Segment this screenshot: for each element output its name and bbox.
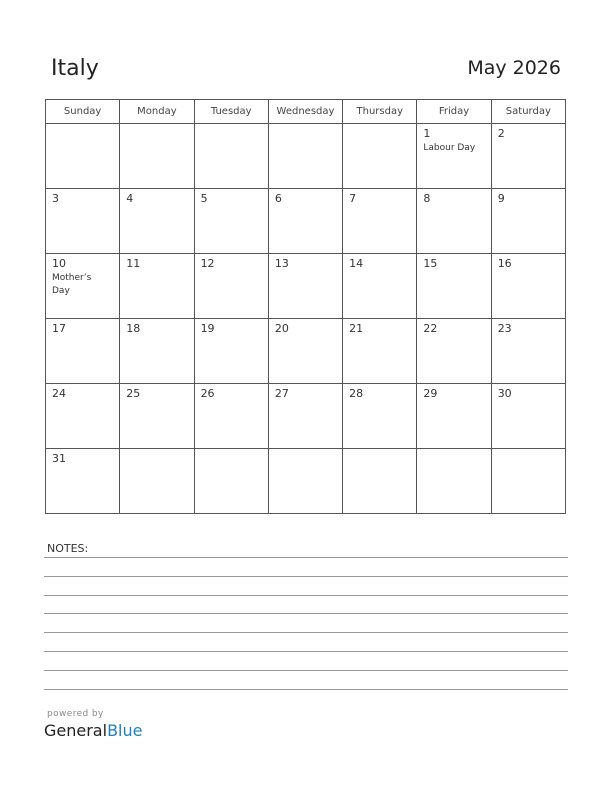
weekday-tuesday: Tuesday	[194, 100, 268, 124]
calendar-grid	[45, 99, 566, 514]
day-number: 27	[274, 387, 289, 400]
weekday-saturday: Saturday	[491, 100, 565, 124]
calendar-day-cell	[491, 189, 565, 254]
weekday-wednesday: Wednesday	[268, 100, 342, 124]
day-number: 3	[52, 192, 59, 205]
day-number: 22	[423, 322, 438, 335]
calendar-day-cell	[194, 449, 268, 514]
calendar-day-cell	[194, 254, 268, 319]
notes-line	[44, 670, 568, 671]
calendar-day-cell	[268, 384, 342, 449]
country-title: Italy	[51, 56, 99, 81]
calendar-body	[46, 124, 566, 514]
calendar-day-cell	[120, 319, 194, 384]
calendar-day-cell	[46, 449, 120, 514]
calendar-day-cell	[417, 189, 491, 254]
calendar-week-row	[46, 319, 566, 384]
day-number: 23	[497, 322, 512, 335]
calendar-week-row	[46, 189, 566, 254]
day-number: 29	[423, 387, 438, 400]
calendar-day-cell	[268, 449, 342, 514]
calendar-day-cell	[491, 384, 565, 449]
calendar-day-cell	[417, 384, 491, 449]
calendar-day-cell	[46, 254, 120, 319]
day-number: 19	[200, 322, 215, 335]
calendar-day-cell	[120, 384, 194, 449]
calendar-day-cell	[417, 319, 491, 384]
calendar-day-cell	[46, 319, 120, 384]
powered-by-text: powered by	[47, 709, 104, 719]
calendar-day-cell	[268, 124, 342, 189]
weekday-friday: Friday	[417, 100, 491, 124]
calendar-day-cell	[417, 449, 491, 514]
calendar-day-cell	[46, 124, 120, 189]
month-year-title: May 2026	[467, 57, 561, 79]
calendar-day-cell	[343, 189, 417, 254]
calendar-day-cell	[491, 319, 565, 384]
weekday-monday: Monday	[120, 100, 194, 124]
day-number: 15	[423, 257, 438, 270]
calendar-day-cell	[120, 124, 194, 189]
notes-line	[44, 689, 568, 690]
day-number: 6	[274, 192, 282, 205]
brand-general: General	[44, 721, 108, 740]
weekday-sunday: Sunday	[46, 100, 120, 124]
calendar-week-row	[46, 449, 566, 514]
calendar-day-cell	[417, 254, 491, 319]
day-number: 11	[126, 257, 141, 270]
day-number: 28	[349, 387, 364, 400]
notes-line	[44, 632, 568, 633]
calendar-day-cell	[120, 189, 194, 254]
day-number: 20	[274, 322, 289, 335]
calendar-day-cell	[343, 319, 417, 384]
notes-label: NOTES:	[47, 542, 89, 555]
day-number: 8	[423, 192, 431, 205]
notes-line	[44, 576, 568, 577]
day-number: 31	[52, 452, 66, 465]
calendar-day-cell	[46, 384, 120, 449]
calendar-day-cell	[194, 384, 268, 449]
calendar-day-cell	[268, 189, 342, 254]
day-number: 24	[52, 387, 66, 400]
calendar-day-cell	[343, 384, 417, 449]
notes-line	[44, 651, 568, 652]
calendar-day-cell	[268, 254, 342, 319]
calendar-day-cell	[120, 254, 194, 319]
calendar-day-cell	[120, 449, 194, 514]
day-number: 4	[126, 192, 134, 205]
weekday-header-row	[46, 100, 566, 124]
calendar-day-cell	[46, 189, 120, 254]
calendar-day-cell	[343, 124, 417, 189]
day-number: 16	[497, 257, 512, 270]
brand-logo[interactable]	[44, 721, 142, 740]
calendar-day-cell	[417, 124, 491, 189]
calendar-day-cell	[343, 254, 417, 319]
day-number: 2	[497, 127, 505, 140]
calendar-day-cell	[343, 449, 417, 514]
calendar-week-row	[46, 384, 566, 449]
calendar-day-cell	[194, 319, 268, 384]
calendar-day-cell	[491, 254, 565, 319]
notes-line	[44, 595, 568, 596]
day-number: 25	[126, 387, 141, 400]
day-number: 7	[349, 192, 357, 205]
day-number: 17	[52, 322, 66, 335]
day-number: 1	[423, 127, 431, 140]
holiday-label: Labour Day	[423, 143, 476, 153]
weekday-thursday: Thursday	[343, 100, 417, 124]
calendar-day-cell	[194, 124, 268, 189]
day-number: 30	[497, 387, 512, 400]
day-number: 14	[349, 257, 364, 270]
day-number: 26	[200, 387, 215, 400]
day-number: 18	[126, 322, 141, 335]
day-number: 12	[200, 257, 215, 270]
day-number: 10	[52, 257, 66, 270]
day-number: 21	[349, 322, 364, 335]
calendar-day-cell	[491, 124, 565, 189]
calendar-day-cell	[268, 319, 342, 384]
brand-blue: Blue	[107, 721, 143, 740]
calendar-week-row	[46, 254, 566, 319]
day-number: 5	[200, 192, 208, 205]
notes-line	[44, 557, 568, 558]
holiday-label: Mother’s Day	[52, 273, 92, 296]
notes-line	[44, 613, 568, 614]
day-number: 9	[497, 192, 505, 205]
calendar-week-row	[46, 124, 566, 189]
day-number: 13	[274, 257, 289, 270]
calendar-day-cell	[194, 189, 268, 254]
calendar-day-cell	[491, 449, 565, 514]
